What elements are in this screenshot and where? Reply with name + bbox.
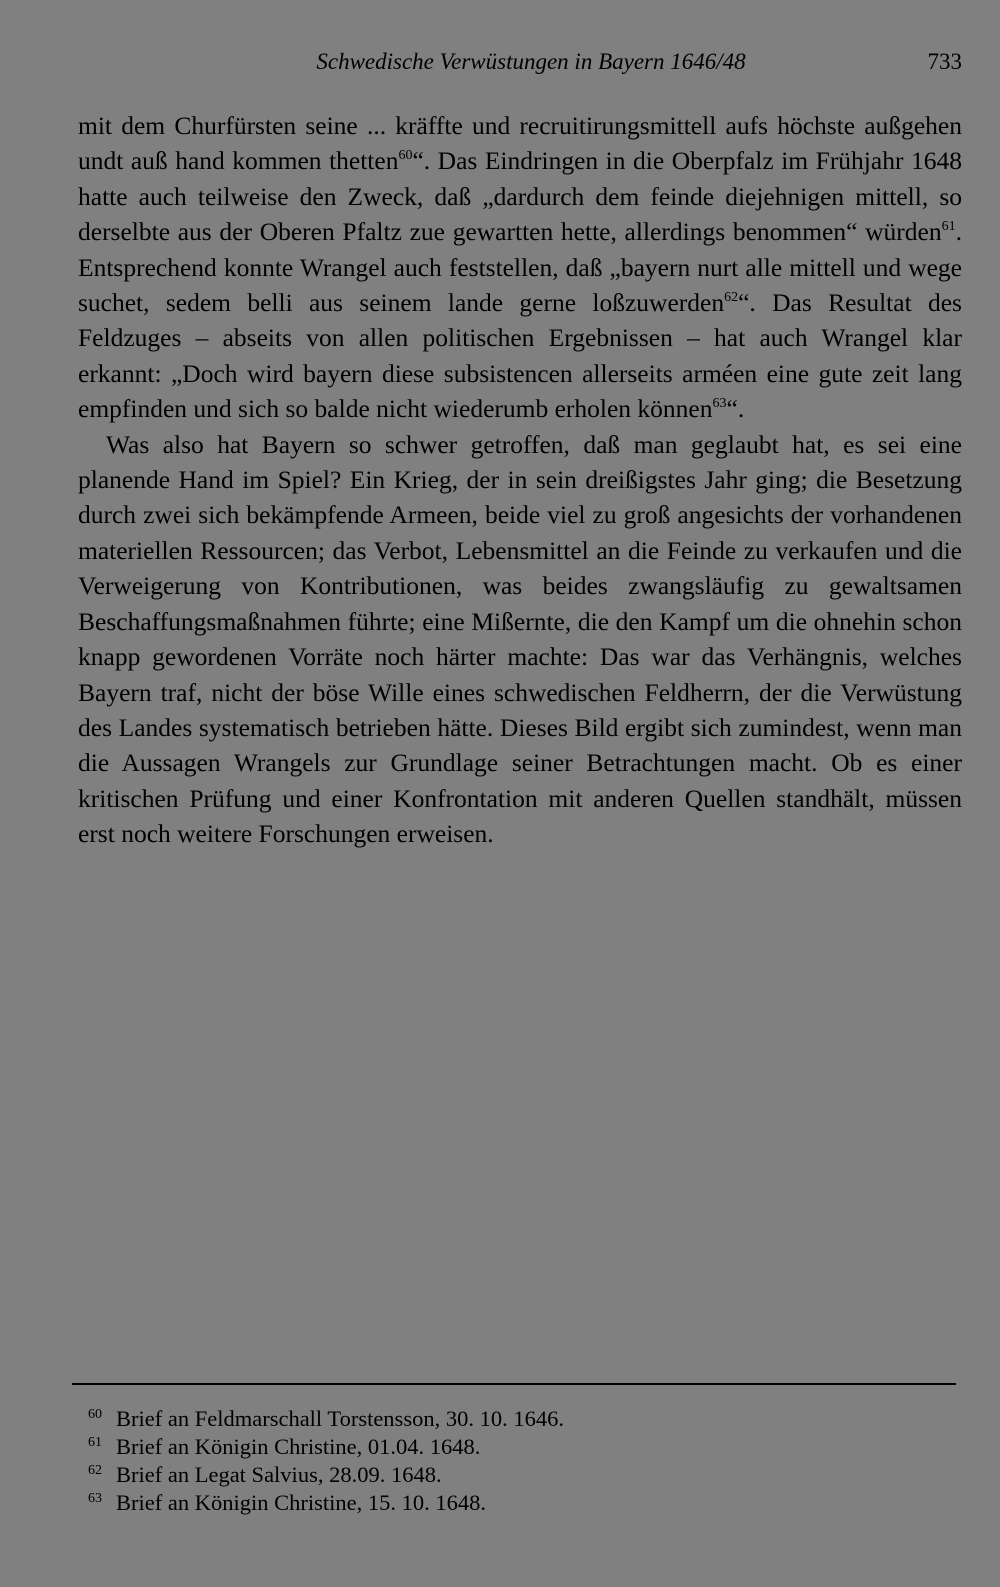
- footnote-ref-62[interactable]: 62: [724, 290, 739, 306]
- body-text: [78, 108, 962, 852]
- footnote-61: 61 Brief an Königin Christine, 01.04. 1648.: [88, 1434, 481, 1459]
- text-run: . Entsprechend konnte Wrangel auch feststellen, daß „bayern nurt alle mittell und wege suchet, sedem belli aus seinem lande gerne loßzuwerden: [78, 217, 962, 318]
- footnote-text: Brief an Königin Christine, 01.04. 1648.: [116, 1434, 481, 1459]
- footnote-62: 62 Brief an Legat Salvius, 28.09. 1648.: [88, 1462, 442, 1487]
- footnote-ref-61[interactable]: 61: [941, 219, 956, 235]
- footnotes: [88, 1405, 948, 1517]
- running-title: Schwedische Verwüstungen in Bayern 1646/48: [316, 49, 746, 74]
- text-run: “. Das Resultat des Feldzuges – abseits von allen politischen Ergebnissen – hat auch Wrangel klar erkannt: „Doch wird bayern diese subsistencen allerseits arméen eine gute zeit lang empfinden und sich so balde nicht wiederumb erholen können: [78, 288, 962, 424]
- footnote-63: 63 Brief an Königin Christine, 15. 10. 1648.: [88, 1490, 486, 1515]
- footnote-divider: [72, 1383, 956, 1385]
- footnote-text: Brief an Königin Christine, 15. 10. 1648.: [116, 1490, 486, 1515]
- running-header: [78, 44, 962, 80]
- paragraph-2: Was also hat Bayern so schwer getroffen, daß man geglaubt hat, es sei eine planende Hand im Spiel? Ein Krieg, der in sein dreißigstes Jahr ging; die Besetzung durch zwei sich bekämpfende Armeen, beide viel zu groß angesichts der vorhandenen materiellen Ressourcen; das Verbot, Lebensmittel an die Feinde zu verkaufen und die Verweigerung von Kontributionen, was beides zwangsläufig zu gewaltsamen Beschaffungsmaßnahmen führte; eine Mißernte, die den Kampf um die ohnehin schon knapp gewordenen Vorräte noch härter machte: Das war das Verhängnis, welches Bayern traf, nicht der böse Wille eines schwedischen Feldherrn, der die Verwüstung des Landes systematisch betrieben hätte. Dieses Bild ergibt sich zumindest, wenn man die Aussagen Wrangels zur Grundlage seiner Betrachtungen macht. Ob es einer kritischen Prüfung und einer Konfrontation mit anderen Quellen standhält, müssen erst noch weitere Forschungen erweisen.: [78, 429, 962, 849]
- footnote-ref-63[interactable]: 63: [712, 396, 727, 412]
- text-run: “.: [726, 394, 745, 424]
- footnote-text: Brief an Legat Salvius, 28.09. 1648.: [116, 1462, 442, 1487]
- footnote-60: 60 Brief an Feldmarschall Torstensson, 30. 10. 1646.: [88, 1406, 564, 1431]
- paragraph-1: [78, 108, 962, 427]
- footnote-text: Brief an Feldmarschall Torstensson, 30. 10. 1646.: [116, 1406, 564, 1431]
- text-run: mit dem Churfürsten seine ... kräffte und recruitirungsmittell aufs höchste außgehen undt auß hand kommen thetten: [78, 111, 962, 176]
- text-run: “. Das Eindringen in die Oberpfalz im Frühjahr 1648 hatte auch teilweise den Zweck, daß „dardurch dem feinde diejehnigen mittell, so derselbte aus der Oberen Pfaltz zue gewartten hette, allerdings benommen“ würden: [78, 146, 962, 247]
- page-number: 733: [927, 49, 962, 74]
- footnote-ref-60[interactable]: 60: [398, 148, 413, 164]
